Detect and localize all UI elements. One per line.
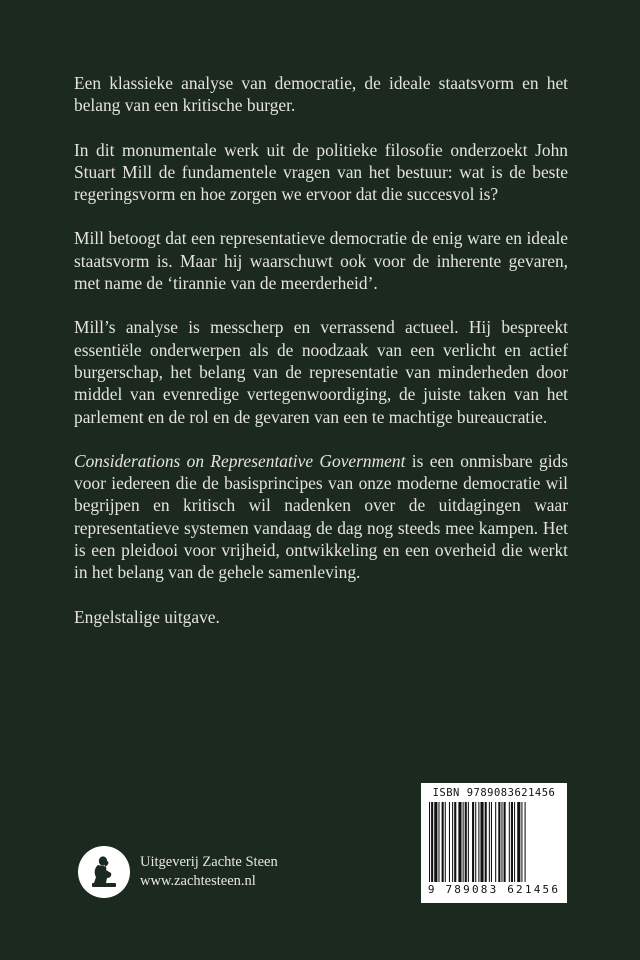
blurb-paragraph-3: Mill betoogt dat een representatieve democratie de enig ware en ideale staatsvorm is. Maar hij waarschuwt ook voor de inherente gevaren, met name de ‘tirannie van de meerderheid’. [74,228,568,294]
edition-note: Engelstalige uitgave. [74,606,220,627]
blurb-paragraph-1: Een klassieke analyse van democratie, de ideale staatsvorm en het belang van een kritische burger. [74,73,568,116]
isbn-barcode [421,783,567,903]
publisher-name: Uitgeverij Zachte Steen [140,854,278,870]
publisher-website[interactable]: www.zachtesteen.nl [140,873,256,889]
blurb-paragraph-2: In dit monumentale werk uit de politieke filosofie onderzoekt John Stuart Mill de fundamentele vragen van het bestuur: wat is de beste regeringsvorm en hoe zorgen we ervoor dat die succesvol is? [74,139,568,205]
isbn-label: ISBN 9789083621456 [432,787,556,799]
blurb [74,72,568,650]
blurb-paragraph-4: Mill’s analyse is messcherp en verrassend actueel. Hij bespreekt essentiële onderwerpen als de noodzaak van een verlicht en actief burgerschap, het belang van de representatie van minderheden door middel van evenredige vertegenwoordiging, de juiste taken van het parlement en de rol en de gevaren van een te machtige bureaucratie. [74,317,568,427]
book-title: Considerations on Representative Government [74,450,406,471]
blurb-paragraph-5 [74,450,568,584]
isbn-digits: 9 789083 621456 [427,883,561,896]
barcode-bars [429,802,559,882]
publisher-imprint [78,846,278,898]
book-paragraph-text: is een onmisbare gids voor iedereen die de basisprincipes van onze moderne democratie wil begrijpen en kritisch wil nadenken over de uitdagingen waar representatieve systemen vandaag de dag nog steeds mee kampen. Het is een pleidooi voor vrijheid, ontwikkeling en een overheid die werkt in het belang van de gehele samenleving. [74,450,568,583]
thinker-statue-icon [78,846,130,898]
